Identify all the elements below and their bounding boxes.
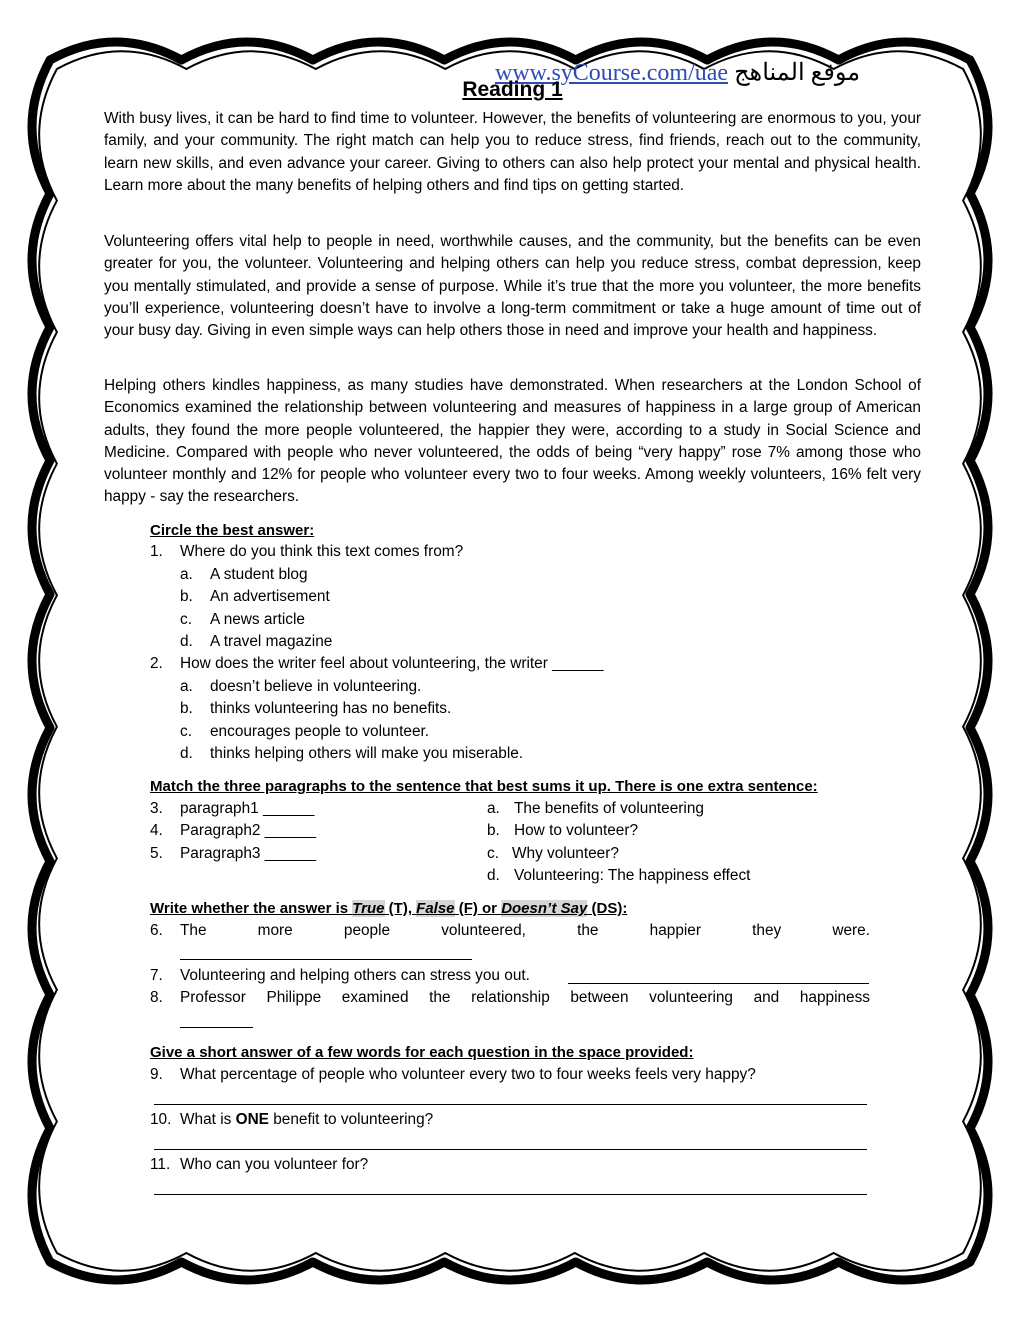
section-heading-circle: Circle the best answer: — [150, 522, 315, 539]
doesnt-say-code: (DS): — [587, 900, 628, 917]
option-text: encourages people to volunteer. — [210, 723, 430, 740]
question-text: Where do you think this text comes from? — [180, 543, 464, 560]
match-item-3[interactable] — [150, 798, 314, 820]
option-2a[interactable] — [180, 676, 421, 698]
match-sentence-a — [487, 798, 704, 820]
false-label: False — [416, 900, 455, 917]
option-1c[interactable] — [180, 609, 305, 631]
answer-line-6[interactable] — [180, 959, 472, 960]
option-text: thinks volunteering has no benefits. — [210, 700, 452, 717]
section-heading-true-false — [150, 898, 870, 920]
question-8-number: 8. — [150, 989, 163, 1006]
arabic-site-name: موقع المناهج — [734, 60, 861, 86]
option-letter: b. — [180, 700, 193, 717]
option-text: A news article — [210, 611, 305, 628]
option-2b[interactable] — [180, 698, 451, 720]
question-6-text: The more people volunteered, the happier they were. — [180, 922, 870, 939]
match-text: paragraph1 ______ — [180, 800, 315, 817]
option-text: Why volunteer? — [512, 845, 619, 862]
option-1d[interactable] — [180, 631, 332, 653]
option-letter: c. — [180, 611, 192, 628]
question-6-number: 6. — [150, 922, 163, 939]
option-letter: a. — [180, 566, 193, 583]
page-title: Reading 1 — [462, 78, 563, 101]
option-letter: b. — [180, 588, 193, 605]
question-number: 9. — [150, 1066, 163, 1083]
question-text-post: benefit to volunteering? — [268, 1111, 434, 1128]
question-text: What percentage of people who volunteer every two to four weeks feels very happy? — [180, 1066, 756, 1083]
paragraph-1: With busy lives, it can be hard to find time to volunteer. However, the benefits of volunteering are enormous to you, your family, and your community. The right match can help you to reduce stress, find friends, reach out to the community, learn new skills, and even advance your career. Giving to others can also help protect your mental and physical health. Learn more about the many benefits of helping others and find tips on getting started. — [104, 110, 921, 194]
question-7 — [150, 965, 530, 987]
question-text: Who can you volunteer for? — [180, 1156, 369, 1173]
option-text: The benefits of volunteering — [514, 800, 704, 817]
question-text: Volunteering and helping others can stress you out. — [180, 967, 530, 984]
question-10 — [150, 1109, 433, 1131]
option-letter: c. — [180, 723, 192, 740]
question-9 — [150, 1064, 756, 1086]
question-number: 4. — [150, 822, 163, 839]
match-text: Paragraph2 ______ — [180, 822, 317, 839]
option-text: doesn’t believe in volunteering. — [210, 678, 422, 695]
option-letter: d. — [487, 867, 500, 884]
true-code: (T), — [384, 900, 417, 917]
answer-line-10[interactable] — [154, 1149, 867, 1150]
answer-line-9[interactable] — [154, 1104, 867, 1105]
option-2c[interactable] — [180, 721, 429, 743]
question-number: 3. — [150, 800, 163, 817]
answer-line-7[interactable] — [568, 983, 869, 984]
question-number: 1. — [150, 543, 163, 560]
option-letter: c. — [487, 845, 499, 862]
option-letter: a. — [487, 800, 500, 817]
match-text: Paragraph3 ______ — [180, 845, 317, 862]
question-number: 2. — [150, 655, 163, 672]
option-1b[interactable] — [180, 586, 330, 608]
answer-line-11[interactable] — [154, 1194, 867, 1195]
website-link[interactable]: www.syCourse.com/uae — [495, 60, 729, 86]
section-heading-short-answer: Give a short answer of a few words for each question in the space provided: — [150, 1044, 694, 1061]
question-number: 11. — [150, 1156, 171, 1173]
question-number: 10. — [150, 1111, 172, 1128]
option-text: A student blog — [210, 566, 308, 583]
question-text-pre: What is — [180, 1111, 236, 1128]
option-letter: a. — [180, 678, 193, 695]
false-code: (F) or — [454, 900, 502, 917]
option-letter: d. — [180, 633, 193, 650]
match-item-4[interactable] — [150, 820, 316, 842]
doesnt-say-label: Doesn’t Say — [501, 900, 588, 917]
match-item-5[interactable] — [150, 843, 316, 865]
question-text: How does the writer feel about volunteering, the writer ______ — [180, 655, 604, 672]
option-text: Volunteering: The happiness effect — [514, 867, 751, 884]
option-text: An advertisement — [210, 588, 330, 605]
question-11 — [150, 1154, 368, 1176]
option-text: thinks helping others will make you miserable. — [210, 745, 524, 762]
question-8-text: Professor Philippe examined the relationship between volunteering and happiness — [180, 989, 870, 1006]
match-sentence-c — [487, 843, 619, 865]
paragraph-2: Volunteering offers vital help to people in need, worthwhile causes, and the community, but the benefits can be even greater for you, the volunteer. Volunteering and helping others can help you reduce stress, combat depression, keep you mentally stimulated, and provide a sense of purpose. While it’s true that the more you volunteer, the more benefits you’ll experience, volunteering doesn’t have to involve a long-term commitment or take a huge amount of time out of your busy day. Giving in even simple ways can help others those in need and improve your health and happiness. — [104, 233, 921, 340]
question-2 — [150, 653, 604, 675]
option-text: How to volunteer? — [514, 822, 639, 839]
question-text-bold: ONE — [235, 1111, 269, 1128]
match-sentence-d — [487, 865, 750, 887]
heading-text: Write whether the answer is — [150, 900, 353, 917]
option-letter: b. — [487, 822, 500, 839]
option-1a[interactable] — [180, 564, 308, 586]
paragraph-3: Helping others kindles happiness, as many studies have demonstrated. When researchers at the London School of Economics examined the relationship between volunteering and measures of happiness in a large group of American adults, they found the more people volunteered, the happier they were, according to a study in Social Science and Medicine. Compared with people who never volunteered, the odds of being “very happy” rose 7% among those who volunteer monthly and 12% for people who volunteer every two to four weeks. Among weekly volunteers, 16% felt very happy - say the researchers. — [104, 377, 921, 506]
answer-line-8[interactable] — [180, 1027, 253, 1028]
section-heading-match: Match the three paragraphs to the sentence that best sums it up. There is one extra sentence: — [150, 778, 818, 795]
option-letter: d. — [180, 745, 193, 762]
true-label: True — [352, 900, 385, 917]
option-text: A travel magazine — [210, 633, 333, 650]
question-number: 7. — [150, 967, 163, 984]
option-2d[interactable] — [180, 743, 523, 765]
match-sentence-b — [487, 820, 638, 842]
question-number: 5. — [150, 845, 163, 862]
question-1 — [150, 541, 463, 563]
